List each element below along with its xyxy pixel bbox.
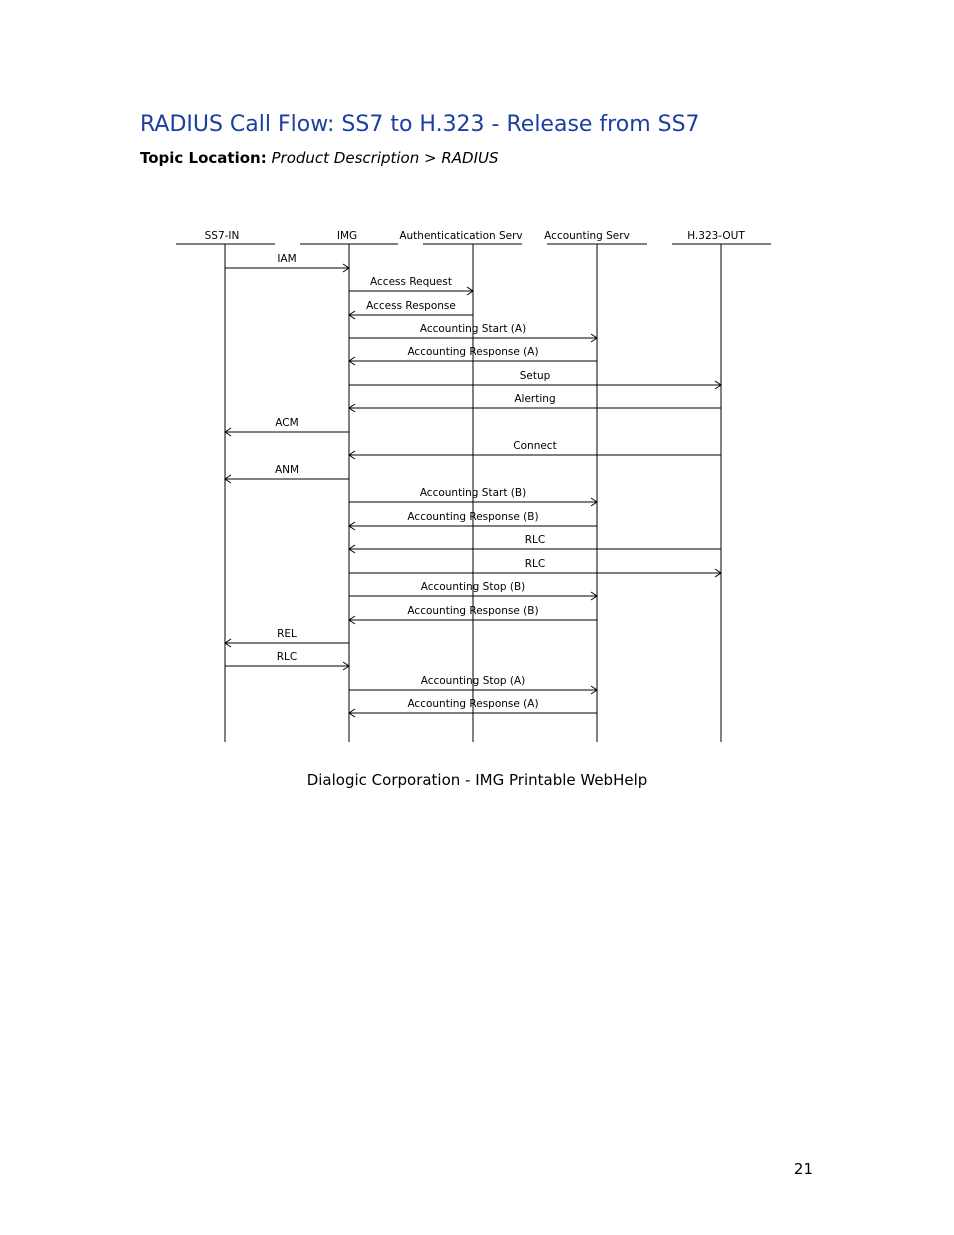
message-label: ANM [274, 464, 300, 476]
message-label: REL [277, 628, 297, 640]
message-label: Accounting Response (A) [407, 346, 539, 358]
participant-label: Authenticatication Serv [399, 230, 523, 242]
message-label: Connect [513, 440, 557, 452]
topic-location-path: Product Description > RADIUS [271, 149, 499, 167]
footer-caption: Dialogic Corporation - IMG Printable WebHelp [306, 771, 648, 789]
participant-label: SS7-IN [204, 230, 240, 242]
message-label: Accounting Stop (B) [420, 581, 526, 593]
participant-label: H.323-OUT [687, 230, 745, 242]
page-title: RADIUS Call Flow: SS7 to H.323 - Release from SS7 [140, 112, 700, 137]
participant-label: IMG [336, 230, 358, 242]
participant-label: Accounting Serv [544, 230, 630, 242]
message-label: Accounting Response (B) [407, 605, 539, 617]
topic-location-label: Topic Location: [140, 149, 267, 167]
participants [176, 230, 771, 742]
message-label: RLC [524, 534, 546, 546]
message-label: Accounting Start (A) [419, 323, 527, 335]
message-label: ACM [275, 417, 299, 429]
message-label: Accounting Response (B) [407, 511, 539, 523]
message-label: IAM [277, 253, 297, 265]
message-label: Access Response [366, 300, 456, 312]
message-label: Accounting Response (A) [407, 698, 539, 710]
message-label: Access Request [370, 276, 452, 288]
message-label: RLC [524, 558, 546, 570]
message-label: Alerting [514, 393, 556, 405]
message-label: Accounting Start (B) [419, 487, 527, 499]
page-number: 21 [793, 1160, 813, 1178]
message-label: Setup [519, 370, 551, 382]
message-label: RLC [276, 651, 298, 663]
message-label: Accounting Stop (A) [420, 675, 526, 687]
